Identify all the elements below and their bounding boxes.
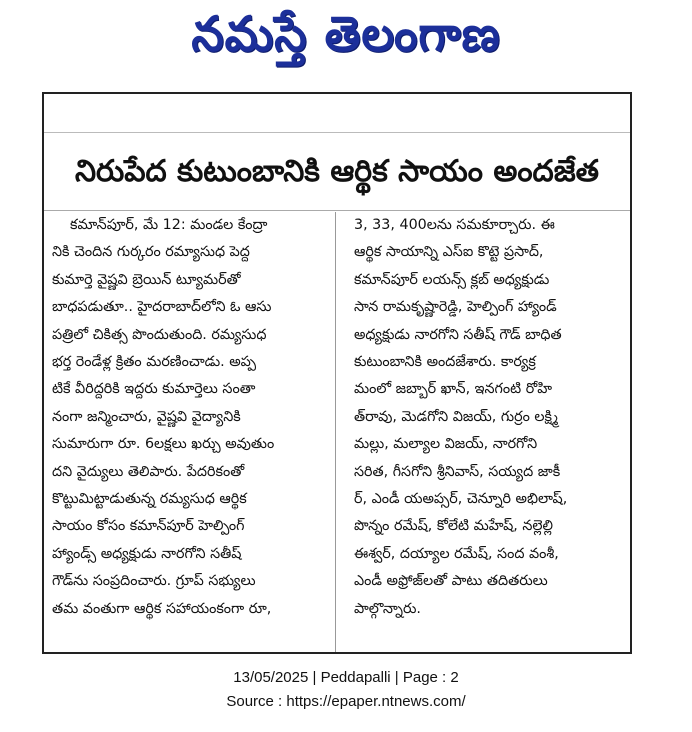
article-line: కొట్టుమిట్టాడుతున్న రమ్యసుధ ఆర్థిక — [52, 491, 247, 508]
article-line: మల్లు, మల్యాల విజయ్, నారగోని — [354, 436, 538, 453]
article-line: భర్త రెండేళ్ల క్రితం మరణించాడు. అప్ప — [52, 354, 257, 371]
article-line: ఆర్థిక సాయాన్ని ఎస్ఐ కొట్టె ప్రసాద్, — [354, 244, 544, 261]
footer — [0, 666, 692, 714]
article-column-left — [52, 212, 336, 652]
masthead — [0, 0, 692, 80]
article-line: కమాన్‌పూర్, మే 12: మండల కేంద్రా — [70, 217, 268, 233]
article-line: పత్రిలో చికిత్స పొందుతుంది. రమ్యసుధ — [52, 326, 267, 343]
article-line: సాయం కోసం కమాన్‌పూర్ హెల్పింగ్ — [52, 518, 245, 535]
article-column-right — [346, 212, 628, 652]
article-line: 3, 33, 400లను సమకూర్చారు. ఈ — [354, 217, 555, 233]
article-line: తమ వంతుగా ఆర్థిక సహాయంకంగా రూ, — [52, 600, 272, 617]
article-headline: నిరుపేద కుటుంబానికి ఆర్థిక సాయం అందజేత — [74, 154, 600, 189]
article-line: కుమార్తె వైష్ణవి బ్రెయిన్ ట్యూమర్‌తో — [52, 271, 241, 288]
article-line: హ్యాండ్స్ అధ్యక్షుడు నారగోని సతీష్ — [52, 545, 242, 562]
cropped-top-strip — [44, 94, 630, 133]
article-line: ర్, ఎండీ యఅప్సర్, చెన్నూరి అభిలాష్, — [354, 491, 568, 508]
article-line: ఎండీ అఫ్రోజ్‌లతో పాటు తదితరులు — [354, 573, 548, 590]
article-line: సరిత, గీసగోని శ్రీనివాస్, సయ్యద జాకీ — [354, 463, 561, 480]
article-line: పొన్నం రమేష్, కోలేటి మహేష్, నల్లెల్లి — [354, 518, 553, 535]
article-line: ఈశ్వర్, దయ్యాల రమేష్, సంద వంశీ, — [354, 545, 559, 562]
news-clipping — [42, 92, 632, 654]
article-line: దని వైద్యులు తెలిపారు. పేదరికంతో — [52, 463, 245, 480]
masthead-logo: నమస్తే తెలంగాణ — [191, 5, 501, 63]
article-line: నంగా జన్మించారు, వైష్ణవి వైద్యానికి — [52, 408, 241, 425]
article-headline-box — [44, 140, 630, 211]
article-line: బాధపడుతూ.. హైదరాబాద్‌లోని ఓ ఆసు — [52, 299, 272, 316]
article-line: నికి చెందిన గుర్కరం రమ్యాసుధ పెద్ద — [52, 244, 250, 261]
article-line: త్‌రావు, మెడగోని విజయ్, గుర్రం లక్ష్మి — [354, 408, 558, 425]
article-line: కుటుంబానికి అందజేశారు. కార్యక్ర — [354, 354, 536, 371]
article-line: టికే వీరిద్దరికి ఇద్దరు కుమార్తెలు సంతా — [52, 381, 256, 398]
article-line: సుమారుగా రూ. 6లక్షలు ఖర్చు అవుతుం — [52, 436, 275, 453]
article-line: అధ్యక్షుడు నారగోని సతీష్ గౌడ్ బాధిత — [354, 326, 562, 343]
article-line: మంలో జబ్బార్ ఖాన్, ఇనగంటి రోహి — [354, 381, 552, 398]
article-line: గౌడ్‌ను సంప్రదించారు. గ్రూప్ సభ్యులు — [52, 573, 256, 590]
article-line: కమాన్‌పూర్ లయన్స్ క్లబ్ అధ్యక్షుడు — [354, 271, 550, 288]
article-body — [44, 212, 630, 652]
edition-info: 13/05/2025 | Peddapalli | Page : 2 — [233, 669, 459, 686]
article-line: పాల్గొన్నారు. — [354, 600, 421, 617]
source-link[interactable]: Source : https://epaper.ntnews.com/ — [226, 693, 466, 710]
article-line: సాన రామకృష్ణారెడ్డి, హెల్పింగ్ హ్యాండ్ — [354, 299, 557, 316]
